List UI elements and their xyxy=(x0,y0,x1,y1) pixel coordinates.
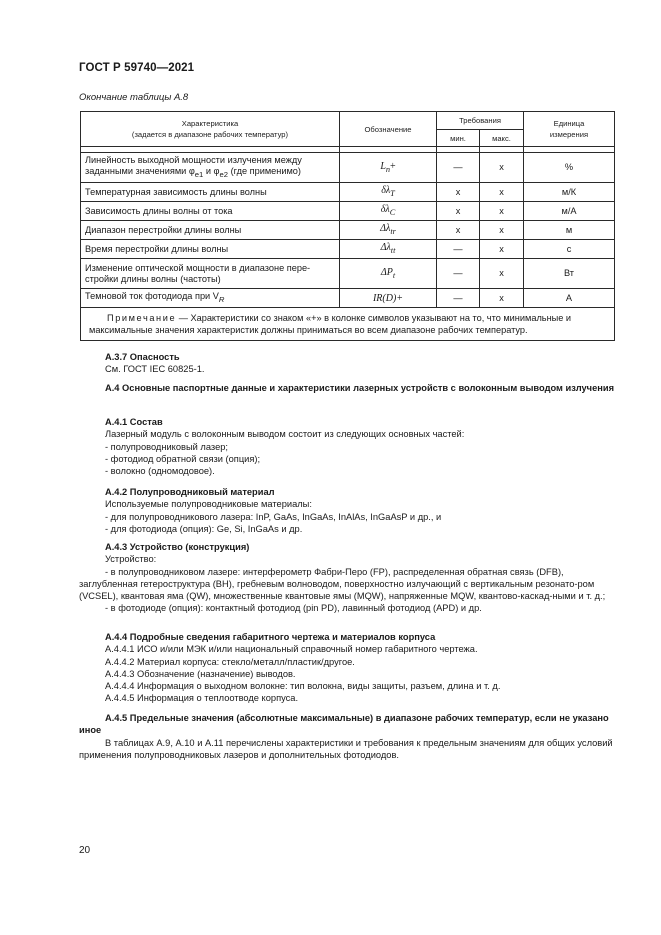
header-characteristic: Характеристика (задается в диапазоне рабочих температур) xyxy=(81,112,340,147)
section-passport-data: А.4 Основные паспортные данные и характеристики лазерных устройств с волоконным выводом излучения xyxy=(105,383,614,393)
header-designation: Обозначение xyxy=(340,112,437,147)
table-caption: Окончание таблицы А.8 xyxy=(79,92,189,103)
section-limits: А.4.5 Предельные значения (абсолютные максимальные) в диапазоне рабочих температур, если не указано иное В таблицах А.9, А.10 и А.11 перечислены характеристики и требования к предельным значениям для общих условий применения полупроводниковых лазеров и дополнительных фотодиодов. xyxy=(79,713,613,760)
table-row: Температурная зависимость длины волны $\delta\lambda_T$ x x м/К xyxy=(81,183,615,202)
document-header: ГОСТ Р 59740—2021 xyxy=(79,62,195,74)
section-construction: А.4.3 Устройство (конструкция) Устройство: - в полупроводниковом лазере: интерферометр Фабри-Перо (FP), распределенная обратная связь (DFB), заглубленная гетероструктура (BH), гребневым волноводом, поверхностно излучающий с вертикальным резонато-ром (VCSEL), квантовая яма (QW), множественные квантовые ямы (MQW), напряженные MQW, квантово-каскад-ными и т. д.; - в фотодиоде (опция): контактный фотодиод (pin PD), лавинный фотодиод (APD) и др. xyxy=(79,542,606,614)
table-row: Время перестройки длины волны $\Delta\lambda_{tt}$ — x с xyxy=(81,240,615,259)
table-row: Изменение оптической мощности в диапазоне пере- стройки длины волны (частоты) $\Delta P_t$ — x Вт xyxy=(81,259,615,289)
table-row: Зависимость длины волны от тока $\delta\lambda_C$ x x м/А xyxy=(81,202,615,221)
header-min: мин. xyxy=(437,130,480,147)
page-number: 20 xyxy=(79,845,91,856)
table-row: Линейность выходной мощности излучения между заданными значениями $\varphi_{e1}$ и $\varphi_{e2}$ (где применимо) $L_n+$ — x % xyxy=(81,153,615,183)
table-note: Примечание — Характеристики со знаком «+» в колонке символов указывают на то, что минимальные и максимальные значения характеристик должны приниматься во всем диапазоне рабочих температур. xyxy=(81,308,615,341)
table-row: Диапазон перестройки длины волны $\Delta\lambda_{tr}$ x x м xyxy=(81,221,615,240)
header-unit: Единица измерения xyxy=(524,112,615,147)
header-requirements: Требования xyxy=(437,112,524,130)
section-hazard: А.3.7 Опасность См. ГОСТ IEC 60825-1. xyxy=(105,352,205,375)
section-material: А.4.2 Полупроводниковый материал Используемые полупроводниковые материалы: - для полупроводникового лазера: InP, GaAs, InGaAs, InAlAs, InGaAsP и др., и - для фотодиода (опция): Ge, Si, InGaAs и др. xyxy=(105,487,442,534)
section-drawing: А.4.4 Подробные сведения габаритного чертежа и материалов корпуса А.4.4.1 ИСО и/или МЭК и/или национальный справочный номер габаритного чертежа. А.4.4.2 Материал корпуса: стекло/металл/пластик/другое. А.4.4.3 Обозначение (назначение) выводов. А.4.4.4 Информация о выходном волокне: тип волокна, виды защиты, разъем, длина и т. д. А.4.4.5 Информация о теплоотводе корпуса. xyxy=(105,632,501,704)
table-row: Темновой ток фотодиода при $V_R$ IR(D)+ — x А xyxy=(81,289,615,308)
section-composition: А.4.1 Состав Лазерный модуль с волоконным выводом состоит из следующих основных частей: - полупроводниковый лазер; - фотодиод обратной связи (опция); - волокно (одномодовое). xyxy=(105,417,465,477)
header-max: макс. xyxy=(480,130,524,147)
characteristics-table xyxy=(80,111,615,341)
